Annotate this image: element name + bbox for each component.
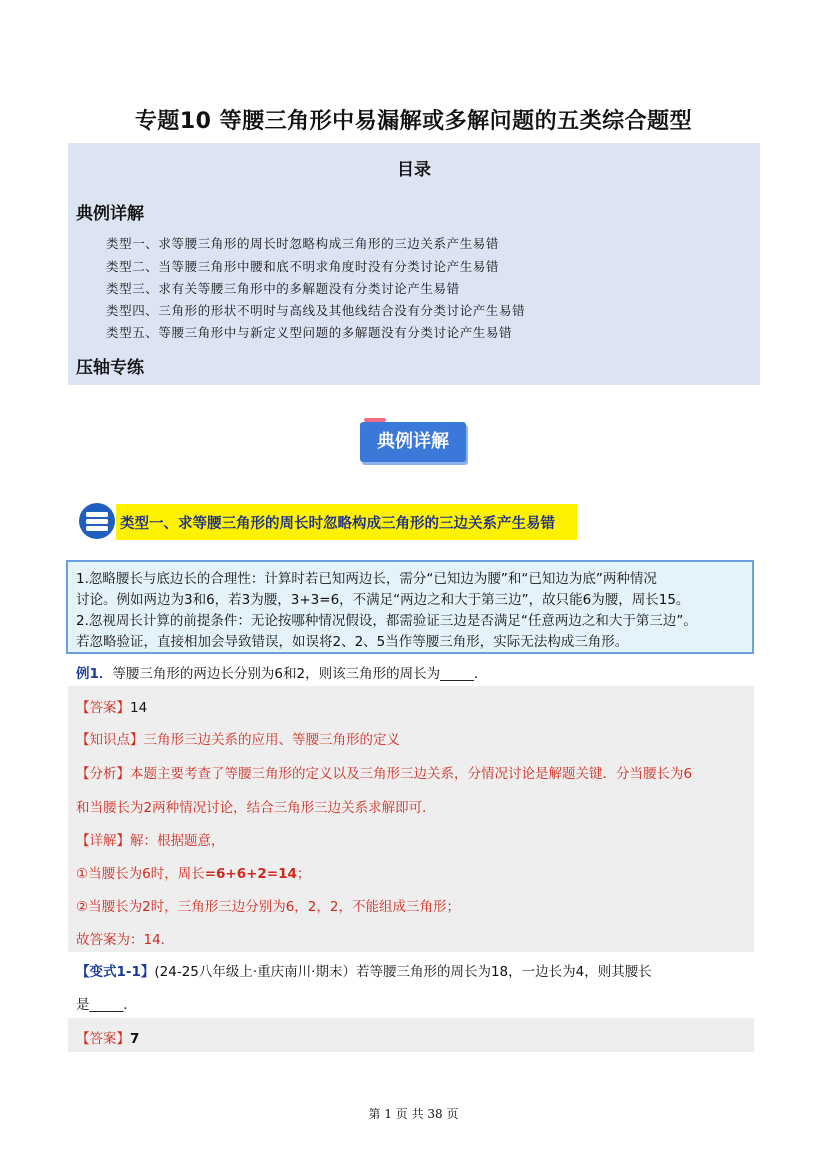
example1-knowledge: 【知识点】三角形三边关系的应用、等腰三角形的定义 [76,732,400,748]
type1-heading-bar [116,504,577,540]
example1-label: 例1． [76,666,113,682]
example1-question: 例1．等腰三角形的两边长分别为6和2，则该三角形的周长为_____． [76,666,488,682]
variant1-solution [68,1018,754,1052]
example1-case2: ②当腰长为2时，三角形三边分别为6，2，2，不能组成三角形； [76,899,460,915]
toc-item-type5[interactable]: 类型五、等腰三角形中与新定义型问题的多解题没有分类讨论产生易错 [106,325,513,340]
answer-blank: _____ [89,997,124,1013]
note-line: 讨论。例如两边为3和6，若3为腰，3+3=6，不满足“两边之和大于第三边”，故只能6为腰，周长15。 [76,592,690,608]
toc-item-type3[interactable]: 类型三、求有关等腰三角形中的多解题没有分类讨论产生易错 [106,281,460,296]
note-box [66,560,754,654]
example1-analysis: 【分析】本题主要考查了等腰三角形的定义以及三角形三边关系，分情况讨论是解题关键．分当腰长为6 [76,766,693,782]
toc-item-type1[interactable]: 类型一、求等腰三角形的周长时忽略构成三角形的三边关系产生易错 [106,236,500,251]
toc-item-type2[interactable]: 类型二、当等腰三角形中腰和底不明求角度时没有分类讨论产生易错 [106,259,500,274]
variant1-label: 【变式1-1】 [76,964,155,980]
example1-analysis-cont: 和当腰长为2两种情况讨论，结合三角形三边关系求解即可． [76,800,436,816]
toc-section-practice[interactable]: 压轴专练 [76,358,144,378]
variant1-question-cont: 是_____． [76,997,137,1013]
section-badge: 典例详解 [360,422,466,462]
example1-answer: 【答案】14 [76,700,148,716]
variant1-answer: 【答案】7 [76,1031,140,1047]
note-line: 1.忽略腰长与底边长的合理性：计算时若已知两边长，需分“已知边为腰”和“已知边为底”两种情况 [76,571,657,587]
page-footer: 第 1 页 共 38 页 [368,1107,459,1121]
toc-section-examples[interactable]: 典例详解 [76,204,144,224]
example1-case1: ①当腰长为6时，周长=6+6+2=14； [76,866,311,882]
table-of-contents [68,143,760,385]
type1-heading: 类型一、求等腰三角形的周长时忽略构成三角形的三边关系产生易错 [120,516,555,532]
answer-blank: _____ [440,666,474,682]
variant1-question: 【变式1-1】(24-25八年级上·重庆南川·期末）若等腰三角形的周长为18，一边长为4，则其腰长 [76,964,652,980]
page-title: 专题10 等腰三角形中易漏解或多解问题的五类综合题型 [134,109,693,134]
example1-conclusion: 故答案为：14． [76,932,175,948]
note-line: 2.忽视周长计算的前提条件：无论按哪种情况假设，都需验证三边是否满足“任意两边之和大于第三边”。 [76,613,697,629]
example1-detail: 【详解】解：根据题意， [76,833,225,849]
note-line: 若忽略验证，直接相加会导致错误，如误将2、2、5当作等腰三角形，实际无法构成三角形。 [76,634,629,650]
books-stack-icon [78,502,116,540]
toc-heading: 目录 [397,160,431,180]
toc-item-type4[interactable]: 类型四、三角形的形状不明时与高线及其他线结合没有分类讨论产生易错 [106,303,526,318]
